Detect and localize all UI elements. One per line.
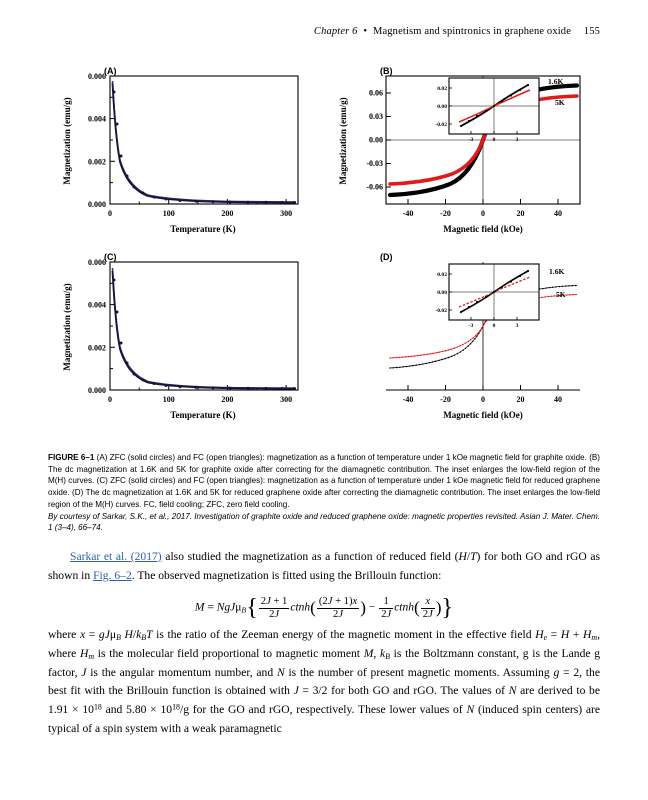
svg-text:0.03: 0.03 [369,112,383,121]
running-head-bullet: • [363,26,368,37]
panel-a [48,64,318,242]
svg-text:0: 0 [481,209,485,218]
svg-text:0.004: 0.004 [88,300,106,310]
svg-text:0.006: 0.006 [88,72,106,81]
svg-text:0.002: 0.002 [88,157,106,167]
svg-text:-0.02: -0.02 [435,122,447,128]
figure-courtesy: By courtesy of Sarkar, S.K., et al., 2017. Investigation of graphite oxide and reduced graphene oxide: magnetic properties revisited. Asian J. Mater. Chem. 1 (3–4), 66–74. [48,511,600,533]
svg-text:0.006: 0.006 [88,258,106,267]
svg-text:-0.02: -0.02 [435,308,447,314]
citation-link-sarkar[interactable]: Sarkar et al. (2017) [70,550,162,563]
figure-number: FIGURE 6–1 [48,453,95,462]
paragraph-1-part-b: ) for both GO and rGO as shown in [48,550,601,582]
svg-text:0.00: 0.00 [437,290,447,296]
figure-6-1 [48,64,600,434]
svg-text:0.000: 0.000 [88,200,106,209]
paragraph-1-part-c: . The observed magnetization is fitted using the Brillouin function: [131,568,442,582]
panel-b-ylabel: Magnetization (emu/g) [338,97,348,185]
svg-text:20: 20 [516,395,525,404]
svg-text:3: 3 [515,137,519,143]
svg-text:5K: 5K [556,290,566,299]
svg-text:-40: -40 [402,395,414,404]
svg-text:0: 0 [481,395,485,404]
svg-text:-3: -3 [468,323,474,329]
svg-text:100: 100 [162,209,175,218]
figure-panels-grid [48,64,600,434]
panel-c-xlabel: Temperature (K) [170,410,236,420]
running-head [314,26,600,37]
panel-b-xlabel: Magnetic field (kOe) [443,224,523,234]
paragraph-1: Sarkar et al. (2017) also studied the magnetization as a function of reduced field (H/T) for both GO and rGO as shown in Fig. 6–2. The observed magnetization is fitted using the Brillouin function: [48,550,601,582]
panel-a-ylabel: Magnetization (emu/g) [62,97,72,185]
panel-c [48,250,318,428]
svg-text:0.000: 0.000 [88,386,106,395]
page-number: 155 [583,26,600,37]
svg-text:200: 200 [221,395,234,404]
svg-text:3: 3 [515,323,519,329]
svg-text:100: 100 [162,395,175,404]
svg-text:1.6K: 1.6K [549,267,565,276]
svg-text:40: 40 [554,395,562,404]
panel-b-label: (B) [380,66,393,76]
figure-caption-text: (A) ZFC (solid circles) and FC (open triangles): magnetization as a function of temperature under 1 kOe magnetic field for graphite oxide. (B) The dc magnetization at 1.6K and 5K for graphite oxide after correcting for the diamagnetic contribution. The inset enlarges the low-field region of the M(H) curves. (C) ZFC (solid circles) and FC (open triangles): magnetization as a function of temperature under 1 kOe magnetic field for reduced graphene oxide. (D) The dc magnetization at 1.6K and 5K for reduced graphene oxide after correcting the diamagnetic contribution. The inset enlarges the low-field region of the M(H) curves. FC, field cooling; ZFC, zero field cooling. [48,453,600,509]
paragraph-2: where x = gJμ$_B$ $H/k_BT$ is the ratio of the Zeeman energy of the magnetic moment in the effective field $H_e = H + H_m$, where $H_m$ is the molecular field proportional to magnetic moment M, $k_B$ is the Boltzmann constant, g is the Lande g factor, J is the angular momentum number, and N is the number of present magnetic moments. Assuming g = 2, the best fit with the Brillouin function is obtained with J = 3/2 for both GO and rGO. The values of N are derived to be $1.91 \times 10^{18}$ and $5.80 \times 10^{18}/g$ for the GO and rGO, respectively. These lower values of N (induced spin centers) are typical of a spin system with a weak paramagnetic [48,628,601,735]
panel-a-label: (A) [104,66,117,76]
svg-text:0.002: 0.002 [88,343,106,353]
svg-text:0.00: 0.00 [437,104,447,110]
panel-b [330,64,600,242]
svg-text:300: 300 [280,395,293,404]
figure-reference-link[interactable]: Fig. 6–2 [93,568,132,582]
svg-text:20: 20 [516,209,525,218]
panel-d-chart [330,250,600,428]
svg-text:-0.06: -0.06 [366,182,383,192]
svg-text:200: 200 [221,209,234,218]
svg-text:-3: -3 [468,137,474,143]
panel-d-label: (D) [380,252,393,262]
panel-c-label: (C) [104,252,117,262]
panel-c-chart [48,250,318,428]
panel-d [330,250,600,428]
svg-text:-20: -20 [440,395,451,404]
figure-caption [48,452,600,534]
svg-text:-0.03: -0.03 [366,159,383,168]
svg-text:0.02: 0.02 [437,86,447,92]
svg-text:0.02: 0.02 [437,272,447,278]
svg-text:0.004: 0.004 [88,114,106,124]
svg-text:0: 0 [492,323,496,329]
svg-text:5K: 5K [555,98,565,107]
panel-c-ylabel: Magnetization (emu/g) [62,283,72,371]
running-head-title: Magnetism and spintronics in graphene oxide [372,26,572,37]
paragraph-1-part-a: also studied the magnetization as a function of reduced field ( [161,550,459,563]
svg-text:-40: -40 [402,209,414,218]
running-head-chapter: Chapter 6 [313,26,358,37]
svg-text:0: 0 [492,137,496,143]
svg-text:1.6K: 1.6K [548,77,564,86]
panel-b-chart [330,64,600,242]
svg-text:-20: -20 [440,209,451,218]
panel-a-chart [48,64,318,242]
svg-text:0.06: 0.06 [369,88,383,98]
panel-a-xlabel: Temperature (K) [170,224,236,234]
svg-text:40: 40 [554,209,562,218]
svg-text:0.00: 0.00 [369,135,383,145]
svg-text:0: 0 [108,209,112,218]
panel-d-xlabel: Magnetic field (kOe) [443,410,523,420]
brillouin-equation: M = NgJμ$_B${ $\frac{2J + 1}{2J}$ ctnh( $\frac{(2J + 1)x}{2J}$ ) − $\frac{1}{2J}$ ctnh( $\frac{x}{2J}$ )} [194,594,454,621]
svg-text:0: 0 [108,395,112,404]
svg-text:300: 300 [280,209,293,218]
